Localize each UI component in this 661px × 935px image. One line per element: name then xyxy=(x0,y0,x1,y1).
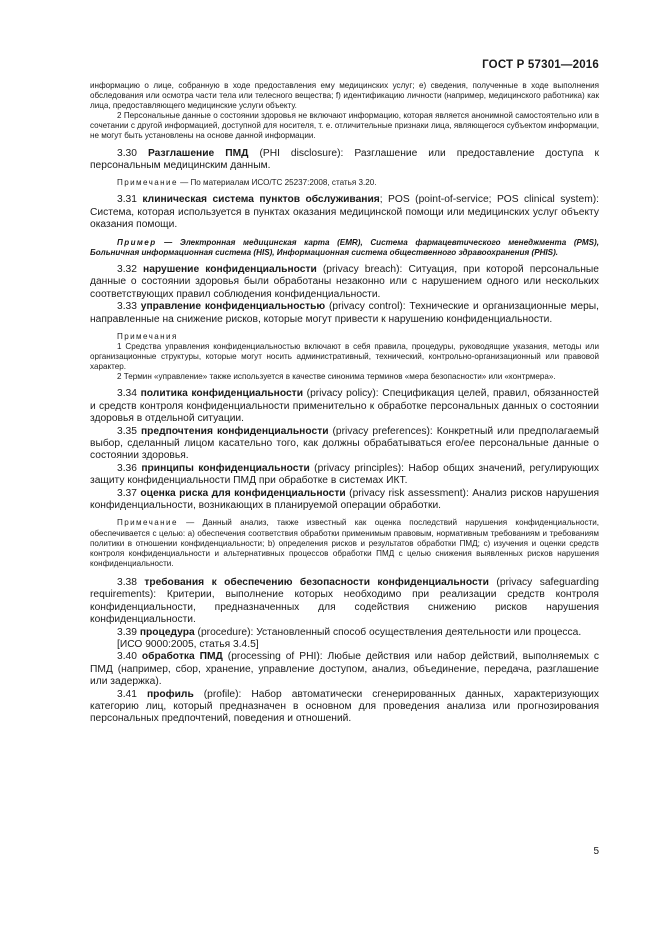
term-number: 3.37 xyxy=(117,487,137,499)
term-3-35 xyxy=(90,426,599,463)
page-number: 5 xyxy=(593,846,599,857)
note-3-33-1: 1 Средства управления конфиденциальностью включают в себя правила, процедуры, руководящие указания, методы или организационные структуры, которые могут носить административный, технический, контрольно-организационный или правовой характер. xyxy=(90,342,599,372)
term-number: 3.41 xyxy=(117,688,137,700)
note-text: — Данный анализ, также известный как оценка последствий нарушения конфиденциальности, обеспечивается с целью: a) обеспечения соответствия обработки применимым правовым, нормативным требованиям и требованиям политики в отношении конфиденциальности; b) определения рисков и результатов обработки ПМД; c) изучения и оценки средств контроля конфиденциальности и альтернативных процессов обработки ПМД с целью снижения выявленных рисков нарушения конфиденциальности. xyxy=(90,518,600,568)
term-3-34 xyxy=(90,388,599,425)
note-3-37 xyxy=(90,518,599,568)
term-name: политика конфиденциальности xyxy=(140,388,303,400)
term-3-38 xyxy=(90,577,599,627)
term-number: 3.35 xyxy=(117,425,137,437)
term-3-39 xyxy=(90,627,599,639)
term-name: процедура xyxy=(139,626,195,638)
term-name: требования к обеспечению безопасности конфиденциальности xyxy=(144,576,489,588)
term-3-32 xyxy=(90,264,599,301)
term-definition: (profile): Набор автоматически сгенерированных данных, характеризующих категорию лиц, который предназначен в основном для проведения анализа или прогнозирования персональных предпочтений, поведения и отношений. xyxy=(90,688,599,725)
term-3-30 xyxy=(90,148,599,173)
term-definition: ; POS (point-of-service; POS clinical system): Система, которая используется в пунктах оказания медицинской помощи или медицинских услуг объекту оказания помощи. xyxy=(90,194,599,231)
note-3-30 xyxy=(90,178,599,188)
term-definition: (privacy policy): Спецификация целей, правил, обязанностей и средств контроля конфиденциальности применительно к обработке персональных данных о состоянии здоровья в отдельной ситуации. xyxy=(90,388,599,425)
term-definition: (processing of PHI): Любые действия или набор действий, выполняемых с ПМД (например, сбор, хранение, управление доступом, анализ, объединение, передача, разглашение или задержка). xyxy=(90,651,599,688)
term-number: 3.40 xyxy=(117,651,137,663)
term-3-36 xyxy=(90,463,599,488)
term-definition: (privacy risk assessment): Анализ рисков нарушения конфиденциальности, возникающих в планируемой операции обработки. xyxy=(90,487,599,512)
term-definition: (procedure): Установленный способ осуществления деятельности или процесса. xyxy=(197,626,582,638)
term-name: управление конфиденциальностью xyxy=(140,301,326,313)
term-name: Разглашение ПМД xyxy=(147,147,249,159)
term-3-33 xyxy=(90,301,599,326)
term-name: оценка риска для конфиденциальности xyxy=(140,487,346,499)
intro-note-2: 2 Персональные данные о состоянии здоровья не включают информацию, которая является анонимной самостоятельно или в сочетании с другой информацией, доступной для носителя, т. е. отличительные признаки лица, являющегося субъектом информации, не могут быть установлены на основе данной информации. xyxy=(90,111,599,141)
term-definition: (privacy control): Технические и организационные меры, направленные на снижение рисков, которые могут привести к нарушению конфиденциальности. xyxy=(90,301,599,325)
notes-label-3-33 xyxy=(90,332,599,342)
term-name: клиническая система пунктов обслуживания xyxy=(142,194,380,206)
note-label: Примечание xyxy=(117,178,178,188)
term-number: 3.32 xyxy=(117,263,137,275)
example-text: — Электронная медицинская карта (EMR), Система фармацевтического менеджмента (PMS), Больничная информационная система (HIS), Информационная система общественного здравоохранения (PHIS). xyxy=(90,237,599,257)
note-label: Примечание xyxy=(117,518,178,528)
term-3-41 xyxy=(90,689,599,726)
term-3-37 xyxy=(90,488,599,513)
example-3-31 xyxy=(90,238,599,258)
term-definition: (privacy principles): Набор общих значений, регулирующих защиту конфиденциальности ПМД при обработке в системах ИКТ. xyxy=(90,462,599,487)
note-3-33-2: 2 Термин «управление» также используется в качестве синонима терминов «мера безопасности» или «контрмера». xyxy=(117,372,556,382)
page-body xyxy=(90,81,599,726)
example-label: Пример xyxy=(117,237,157,247)
term-number: 3.30 xyxy=(117,147,137,159)
term-number: 3.34 xyxy=(117,388,137,400)
term-name: принципы конфиденциальности xyxy=(141,462,310,474)
term-definition: (PHI disclosure): Разглашение или предоставление доступа к персональным медицинским данным. xyxy=(90,147,599,171)
intro-continuation: информацию о лице, собранную в ходе предоставления ему медицинских услуг; e) сведения, полученные в ходе выполнения обследования или осмотра части тела или телесного вещества; f) идентификацию личности (например, медицинского работника) как лица, предоставляющего медицинские услуги объекту. xyxy=(90,81,599,111)
term-3-31 xyxy=(90,194,599,231)
term-definition: (privacy safeguarding requirements): Критерии, выполнение которых необходимо при реализации средств контроля конфиденциальности, предназначенных для содействия снижению рисков нарушения конфиденциальности. xyxy=(90,576,599,626)
term-number: 3.33 xyxy=(117,301,137,313)
term-definition: (privacy preferences): Конкретный или предполагаемый выбор, сделанный лицом касательно того, как должны обрабатываться его/ее персональные данные о состоянии здоровья. xyxy=(90,425,599,462)
term-name: нарушение конфиденциальности xyxy=(143,263,317,275)
term-3-40 xyxy=(90,651,599,688)
term-number: 3.36 xyxy=(117,462,137,474)
note-text: — По материалам ИСО/ТС 25237:2008, статья 3.20. xyxy=(180,178,377,188)
term-name: профиль xyxy=(146,688,194,700)
term-number: 3.38 xyxy=(117,576,137,588)
standard-designation: ГОСТ Р 57301—2016 xyxy=(482,59,599,71)
term-name: предпочтения конфиденциальности xyxy=(140,425,329,437)
term-3-39-reference: [ИСО 9000:2005, статья 3.4.5] xyxy=(117,638,259,650)
term-number: 3.31 xyxy=(117,194,137,206)
term-number: 3.39 xyxy=(117,626,137,638)
term-name: обработка ПМД xyxy=(141,651,223,663)
notes-label: Примечания xyxy=(117,331,178,341)
term-definition: (privacy breach): Ситуация, при которой персональные данные о состоянии здоровья были обработаны незаконно или с нарушением одного или нескольких соответствующих правил соблюдения конфиденциальности. xyxy=(90,263,599,300)
